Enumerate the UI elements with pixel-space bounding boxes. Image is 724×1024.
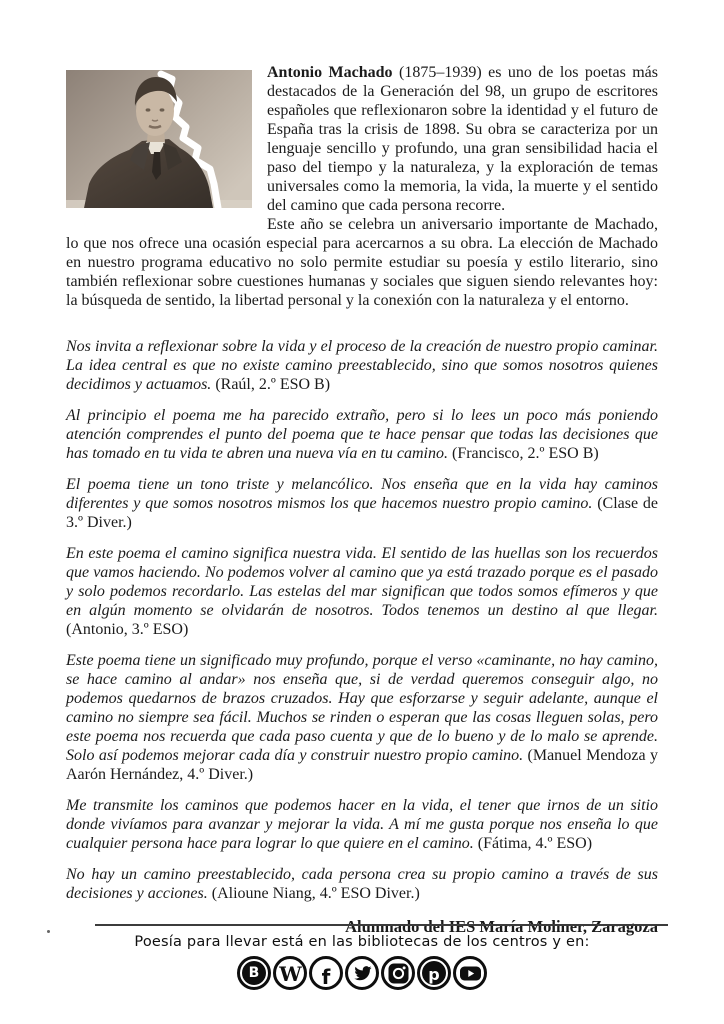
quote-text: Al principio el poema me ha parecido extraño, pero si lo lees un poco más poniendo atención comprendes el punto del poema que te hace pensar que todas las decisiones que has tomado en tu vida te abren una nueva vía en tu camino.: [66, 407, 658, 462]
quote-attribution: (Francisco, 2.º ESO B): [448, 445, 599, 462]
footer-caption: Poesía para llevar está en las bibliotecas de los centros y en:: [134, 934, 590, 950]
intro-paragraph-1-text: (1875–1939) es uno de los poetas más destacados de la Generación del 98, un grupo de escritores españoles que reflexionaron sobre la identidad y el futuro de España tras la crisis de 1898. Su obra se caracteriza por un lenguaje sencillo y profundo, una gran sensibilidad hacia el paso del tiempo y la naturaleza, y la exploración de temas universales como la memoria, la vida, la muerte y el sentido del camino que cada persona recorre.: [267, 64, 659, 214]
quote-attribution: (Manuel Mendoza y Aarón Hernández, 4.º Diver.): [66, 747, 658, 783]
quote-paragraph: [66, 865, 658, 903]
quote-text: No hay un camino preestablecido, cada persona crea su propio camino a través de sus decisiones y acciones.: [66, 866, 658, 902]
machado-portrait-photo: [66, 70, 252, 208]
quote-paragraph: [66, 406, 658, 463]
facebook-icon[interactable]: [309, 956, 343, 990]
facebook-glyph: f: [321, 964, 331, 989]
instagram-icon[interactable]: [381, 956, 415, 990]
pinterest-glyph: p: [428, 964, 440, 984]
document-content: [66, 63, 658, 936]
quote-attribution: (Raúl, 2.º ESO B): [211, 376, 331, 393]
quote-paragraph: [66, 337, 658, 394]
youtube-play-glyph: [459, 962, 482, 985]
blogger-glyph: B: [248, 965, 260, 981]
quote-attribution: (Fátima, 4.º ESO): [473, 835, 593, 852]
stray-dot: [47, 930, 50, 933]
quote-paragraph: [66, 544, 658, 639]
twitter-bird-glyph: [353, 964, 372, 983]
wordpress-icon[interactable]: [273, 956, 307, 990]
quote-text: Nos invita a reflexionar sobre la vida y el proceso de la creación de nuestro propio caminar. La idea central es que no existe camino preestablecido, sino que somos nosotros quienes decidimos y actuamos.: [66, 338, 658, 393]
quote-attribution: (Antonio, 3.º ESO): [66, 621, 189, 638]
quote-text: Me transmite los caminos que podemos hacer en la vida, el tener que irnos de un sitio donde vivíamos para avanzar y mejorar la vida. A mí me gusta porque nos enseña lo que cualquier persona hace para lograr lo que quiere en el camino.: [66, 797, 658, 852]
twitter-icon[interactable]: [345, 956, 379, 990]
quote-text: Este poema tiene un significado muy profundo, porque el verso «caminante, no hay camino, se hace camino al andar» nos enseña que, si de verdad queremos conseguir algo, no podemos quedarnos de brazos cruzados. Hay que esforzarse y seguir adelante, aunque el camino no siempre sea fácil. Muchos se rinden o esperan que las cosas lleguen solas, pero este poema nos recuerda que cada paso cuenta y que de lo bueno y de lo malo se aprende. Solo así podemos mejorar cada día y construir nuestro propio camino.: [66, 652, 658, 764]
machado-name-bold: Antonio Machado: [267, 64, 393, 81]
blogger-icon[interactable]: [237, 956, 271, 990]
quote-paragraph: [66, 651, 658, 784]
footer-divider: [95, 924, 668, 926]
pinterest-icon[interactable]: [417, 956, 451, 990]
social-icons-row: [0, 956, 724, 990]
quote-paragraph: [66, 475, 658, 532]
machado-portrait-illustration: [66, 70, 252, 208]
signature-line: Alumnado del IES María Moliner, Zaragoza: [345, 917, 658, 936]
quote-attribution: (Clase de 3.º Diver.): [66, 495, 659, 531]
page-footer: [0, 924, 724, 990]
quote-text: El poema tiene un tono triste y melancólico. Nos enseña que en la vida hay caminos diferentes y que somos nosotros mismos los que hacemos nuestro propio camino.: [66, 476, 658, 512]
quote-attribution: (Alioune Niang, 4.º ESO Diver.): [207, 885, 420, 902]
quote-paragraph: [66, 796, 658, 853]
wordpress-glyph: W: [279, 961, 301, 986]
youtube-icon[interactable]: [453, 956, 487, 990]
intro-paragraph-2: Este año se celebra un aniversario importante de Machado, lo que nos ofrece una ocasión especial para acercarnos a su obra. La elección de Machado en nuestro programa educativo no solo permite estudiar su poesía y estilo literario, sino también reflexionar sobre cuestiones humanas y sociales que siguen siendo relevantes hoy: la búsqueda de sentido, la libertad personal y la conexión con la naturaleza y el entorno.: [66, 216, 658, 309]
quote-text: En este poema el camino significa nuestra vida. El sentido de las huellas son los recuerdos que vamos haciendo. No podemos volver al camino que ya está trazado porque es el pasado y solo podemos recordarlo. Las estelas del mar significan que todos somos efímeros y que en algún momento se olvidarán de nosotros. Todos tenemos un destino al que llegar.: [66, 545, 658, 619]
student-quotes-section: [66, 337, 658, 903]
instagram-camera-glyph: [388, 963, 409, 984]
